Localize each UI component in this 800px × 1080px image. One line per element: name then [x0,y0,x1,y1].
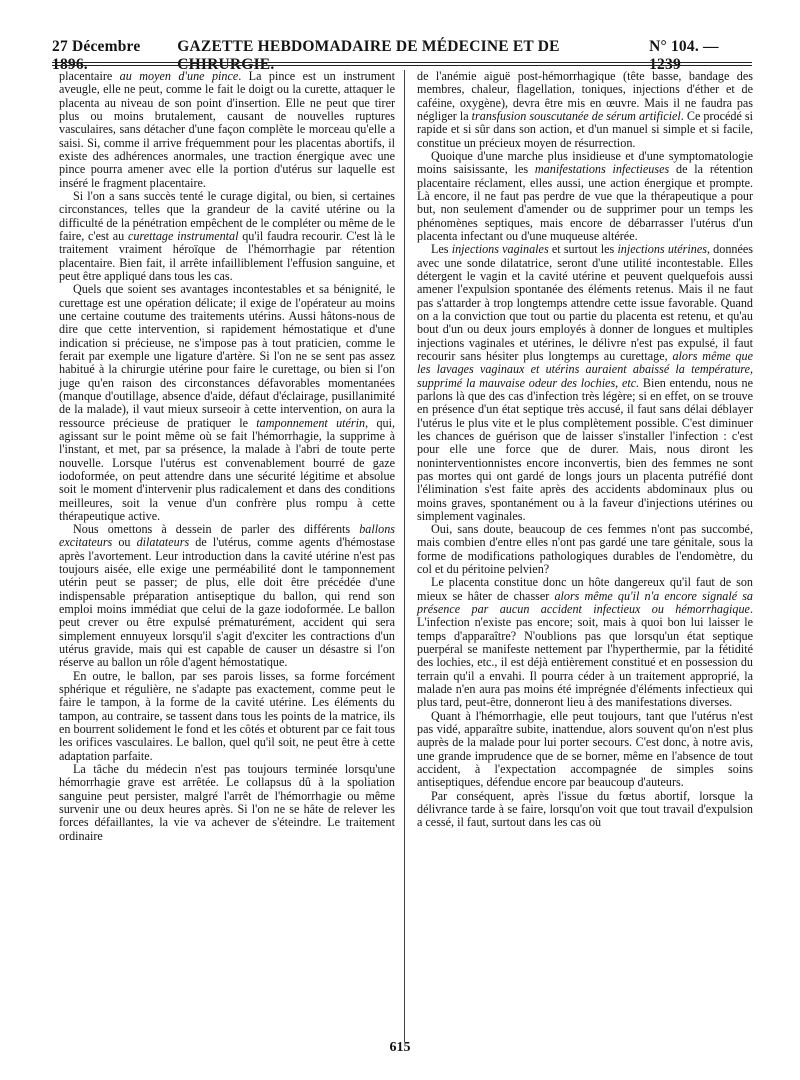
left-paragraph-2: Si l'on a sans succès tenté le curage digital, ou bien, si certaines circonstances, telles que la grandeur de la cavité utérine ou la difficulté de la pénétration empêchent de le compléter ou même de le faire, c'est au curettage instrumental qu'il faudra recourir. C'est là le traitement vraiment héroïque de l'hémorrhagie par rétention placentaire. Bien fait, il arrête infailliblement l'effusion sanguine, et peut être appliqué dans tous les cas. [59,188,396,283]
left-column [59,70,395,843]
header-journal-title: GAZETTE HEBDOMADAIRE DE MÉDECINE ET DE CHIRURGIE. [177,38,560,73]
right-column [417,70,753,830]
column-divider [404,70,405,1042]
header-rule-bottom [52,65,752,66]
right-paragraph-2: Quoique d'une marche plus insidieuse et d'une symptomatologie moins saisissante, les manifestations infectieuses de la rétention placentaire réclament, elles aussi, une action énergique et prompte. Là encore, il ne faut pas perdre de vue que la thérapeutique a pour but, non seulement d'amender ou de supprimer pour un temps les phénomènes septiques, mais encore de débarrasser l'utérus d'un placenta infectant ou d'une muqueuse altérée. [417,148,753,243]
left-paragraph-1: placentaire au moyen d'une pince. La pince est un instrument aveugle, elle ne peut, comme le fait le doigt ou la curette, attaquer le placenta au niveau de son point d'insertion. Elle ne peut que tirer plus ou moins brutalement, causant de nouvelles ruptures vasculaires, sans détacher d'une façon complète le morceau qu'elle a saisi. Si, comme il arrive fréquemment pour les placentas abortifs, il existe des adhérences anormales, une traction énergique avec une pince pourra amener avec elle la portion d'utérus sur laquelle est inséré le fragment placentaire. [59,69,395,190]
header-issue-page: N° 104. — 1239 [649,38,719,73]
page-folio: 615 [389,1040,411,1055]
left-paragraph-4: Nous omettons à dessein de parler des différents ballons excitateurs ou dilatateurs de l'utérus, comme agents d'hémostase après l'avortement. Leur introduction dans la cavité utérine n'est pas toujours aisée, elle exige une perméabilité dont le tamponnement utérin peut se passer; de plus, elle doit être précédée d'une indispensable préparation antiseptique du ballon, qui rend son emploi moins immédiat que celui de la gaze iodoformée. Le ballon peut crever ou être expulsé prématurément, accident qui sera simplement ennuyeux lorsqu'il s'agit d'exciter les contractions d'un utérus gravide, mais qui est capable de causer un désastre si l'on réserve au ballon un rôle d'agent hémostatique. [59,522,395,670]
header-rule-top [52,62,752,63]
header-date: 27 Décembre 1896. [52,38,141,73]
right-paragraph-5: Le placenta constitue donc un hôte dangereux qu'il faut de son mieux se hâter de chasser alors même qu'il n'a encore signalé sa présence par aucun accident infectieux ou hémorrhagique. L'infection n'existe pas encore; soit, mais à quoi bon lui laisser le temps d'apparaître? N'oublions pas que lorsqu'un état septique puerpéral se manifeste nettement par l'hyperthermie, par la fétidité des lochies, etc., il est déjà entièrement constitué et en possession du terrain qu'il a envahi. Il pourra céder à un traitement approprié, la malade n'en aura pas moins été imprégnée d'éléments infectieux qui plus tard, peut-être, donneront lieu à des manifestations diverses. [417,575,753,710]
left-paragraph-3: Quels que soient ses avantages incontestables et sa bénignité, le curettage est une opération délicate; il exige de l'opérateur au moins une certaine coutume des traitements utérins. Aussi hâtons-nous de dire que cette intervention, si rapidement hémostatique et d'une indication si précieuse, ne s'impose pas à tout praticien, comme le ferait par exemple une ligature d'artère. Si l'on ne se sent pas assez habitué à la chirurgie utérine pour faire le curettage, ou bien si l'on juge qu'en raison des circonstances défavorables momentanées (manque d'outillage, absence d'aide, défaut d'éclairage, pusillanimité de la malade), il vaut mieux surseoir à cette intervention, on aura la ressource précieuse de pratiquer le tamponnement utérin, qui, agissant sur le point même où se fait l'hémorrhagie, la supprime à l'instant, et met, par sa présence, la malade à l'abri de toute perte nouvelle. Lorsque l'utérus est convenablement bourré de gaze iodoformée, on peut attendre dans une sécurité légitime et absolue soit le moment d'intervenir plus radicalement et dans des conditions meilleures, soit la venue d'un confrère plus rompu à cette thérapeutique active. [59,282,395,523]
right-paragraph-1: de l'anémie aiguë post-hémorrhagique (tête basse, bandage des membres, chaleur, flagellation, toniques, injections d'éther et de caféine, oxygène), devra être mis en œuvre. Mais il ne faudra pas négliger la transfusion souscutanée de sérum artificiel. Ce procédé si rapide et si sûr dans son action, et d'un manuel si simple et si facile, constitue un précieux moyen de résurrection. [417,69,753,150]
right-paragraph-3: Les injections vaginales et surtout les injections utérines, données avec une sonde dilatatrice, seront d'une utilité incontestable. Elles détergent le vagin et la cavité utérine et peuvent quelquefois aussi amener l'expulsion spontanée des éléments retenus. Mais il ne faut pas s'attarder à trop longtemps attendre cette issue favorable. Quand on a la conviction que tout ou partie du placenta est retenu, et qu'au bout d'un ou deux jours employés à donner de longues et multiples injections vaginales et utérines, le délivre n'est pas expulsé, il faut recourir sans hésiter plus longtemps au curettage, alors même que les lavages vaginaux et utérins auraient abaissé la température, supprimé la mauvaise odeur des lochies, etc. Bien entendu, nous ne parlons là que des cas d'infection très légère; si en effet, on se trouve en présence d'un état septique très accusé, il faut sans délai déblayer l'utérus le plus vite et le plus complètement possible. C'est diminuer les chances de guérison que de laisser s'installer l'infection : c'est pour elle une force que de durer. Mais, nous diront les noninterventionnistes encore inconvertis, bien des femmes ne sont pas mortes qui ont gardé de longs jours un placenta putréfié dont l'élimination s'est faite après des accidents abdominaux plus ou moins graves, spontanément ou à la faveur d'injections utérines ou simplement vaginales. [417,242,753,523]
right-paragraph-6: Quant à l'hémorrhagie, elle peut toujours, tant que l'utérus n'est pas vidé, apparaître subite, inattendue, alors souvent qu'on n'est plus auprès de la malade pour lui porter secours. C'est donc, à notre avis, une grande imprudence que de se borner, même en l'absence de tout accident, à l'expectation accompagnée de simples soins antiseptiques, défendue encore par beaucoup d'auteurs. [417,708,753,790]
right-paragraph-4: Oui, sans doute, beaucoup de ces femmes n'ont pas succombé, mais combien d'entre elles n'ont pas gardé une tare génitale, sous la forme de modifications pathologiques durables de l'endomètre, du col et du péritoine pelvien? [417,522,753,577]
left-paragraph-6: La tâche du médecin n'est pas toujours terminée lorsqu'une hémorrhagie grave est arrêtée. Le collapsus dû à la spoliation sanguine peut persister, malgré l'arrêt de l'hémorrhagie ou même survenir une ou deux heures après. Si l'on ne se hâte de relever les forces défaillantes, la vie va achever de s'éteindre. Le traitement ordinaire [59,762,395,843]
left-paragraph-5: En outre, le ballon, par ses parois lisses, sa forme forcément sphérique et régulière, ne s'adapte pas exactement, comme peut le faire le tampon, à la forme de la cavité utérine. Les éléments du tampon, au contraire, se tassent dans tous les points de la matrice, ils en bourrent solidement le fond et les côtés et obturent par ce fait tous les orifices vasculaires. Le ballon, quel qu'il soit, ne peut être à cette adaptation parfaite. [59,668,395,763]
right-paragraph-7: Par conséquent, après l'issue du fœtus abortif, lorsque la délivrance tarde à se faire, lorsqu'on voit que tout travail d'expulsion a cessé, il faut, surtout dans les cas où [417,788,753,830]
